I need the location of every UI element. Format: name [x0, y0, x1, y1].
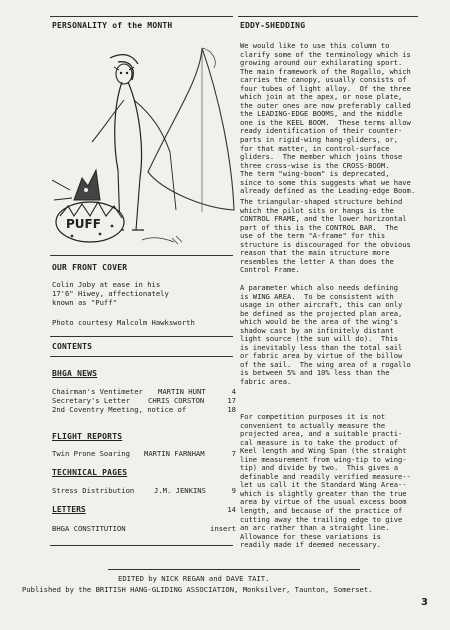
toc-item-title: Stress Distribution — [52, 486, 135, 495]
section-heading-technical-pages: TECHNICAL PAGES — [52, 468, 128, 477]
cover-heading: OUR FRONT COVER — [52, 263, 128, 272]
article-paragraph-3: A parameter which also needs defining is WING AREA. To be consistent with usage in other aircraft, this can only be defined as the projected plan area, which would be the area of the wing's shadow cast by an infinitely distant light source (the sun will do). This is inevitably less than the total sail or fabric area by virtue of the billow of the sail. The wing area of a rogallo is between 5% and 10% less than the fabric area. — [240, 283, 411, 387]
toc-item-page: 7 — [231, 449, 236, 458]
toc-item-title: 2nd Coventry Meeting, notice of — [52, 405, 187, 414]
toc-item-page: 9 — [231, 486, 236, 495]
article-paragraph-4: For competition purposes it is not convenient to actually measure the projected area, and a suitable practi- cal measure is to take the product of Keel length and Wing Span (the straight line measurement from wing-tip to wing- tip) and divide by two. This gives a definable and readily verified measure-- let us call it the Standard Wing Area-- which is slightly greater than the true area by virtue of the usual excess boom length, and because of the practice of cutting away the trailing edge to give an arc rather than a straight line. Allowance for these variations is readily made if deemed necessary. — [240, 412, 411, 550]
toc-item — [52, 387, 236, 396]
contents-rule-end — [50, 545, 233, 546]
toc-item-page: 17 — [227, 396, 236, 405]
contents-rule-top — [50, 336, 233, 337]
toc-item-author: J.M. JENKINS — [154, 486, 206, 495]
toc-item — [52, 405, 236, 414]
article-heading: EDDY-SHEDDING — [240, 21, 306, 30]
toc-item-author: MARTIN FARNHAM — [144, 449, 205, 458]
cover-caption-line-1: Colin Joby at ease in his — [52, 280, 161, 289]
toc-item-title: Twin Prone Soaring — [52, 449, 130, 458]
toc-item-page: 14 — [227, 505, 236, 514]
toc-item — [52, 486, 236, 495]
toc-item-title: Chairman's Ventimeter — [52, 387, 143, 396]
section-heading-bhga-news: BHGA NEWS — [52, 369, 98, 378]
footer-publisher: Published by the BRITISH HANG-GLIDING ASSOCIATION, Monksilver, Taunton, Somerset. — [22, 585, 373, 594]
footer-rule — [108, 569, 360, 570]
svg-text:PUFF: PUFF — [66, 217, 101, 231]
contents-heading: CONTENTS — [52, 342, 93, 351]
top-rule-right — [238, 16, 418, 17]
cover-caption-line-3: known as "Puff" — [52, 298, 117, 307]
toc-item — [52, 505, 236, 514]
page-number: 3 — [421, 597, 428, 608]
toc-item-title: BHGA CONSTITUTION — [52, 524, 126, 533]
article-paragraph-1: We would like to use this column to clarify some of the terminology which is growing around our exhilarating sport. The main framework of the Rogallo, which carries the canopy, usually consists of four tubes of light alloy. Of the three which join at the apex, or nose plate, the outer ones are now preferably called the LEADING-EDGE BOOMS, and the middle one is the KEEL BOOM. These terms allow ready identification of their counter- parts in rigid-wing hang-gliders, or, for that matter, in control-surface gliders. The member which joins those three cross-wise is the CROSS-BOOM. The term "wing-boom" is deprecated, since to some this suggests what we have already defined as the Leading-edge Boom. — [240, 41, 416, 196]
toc-item — [52, 524, 236, 533]
cover-rule — [50, 255, 233, 256]
toc-item — [52, 449, 236, 458]
section-heading-letters: LETTERS — [52, 505, 86, 514]
photo-credit: Photo courtesy Malcolm Hawksworth — [52, 318, 195, 327]
toc-item-page: insert — [210, 524, 236, 533]
toc-item-author: MARTIN HUNT — [158, 387, 206, 396]
cartoon-illustration — [52, 40, 237, 265]
personality-heading: PERSONALITY of the MONTH — [52, 21, 173, 30]
article-paragraph-2: The triangular-shaped structure behind which the pilot sits or hangs is the CONTROL FRAME, and the lower horizontal part of this is the CONTROL BAR. The use of the term "A-frame" for this structure is discouraged for the obvious reason that the main structure more resembles the letter A than does the Control Frame. — [240, 197, 411, 275]
toc-item-page: 18 — [227, 405, 236, 414]
toc-item — [52, 396, 236, 405]
footer-editors: EDITED by NICK REGAN and DAVE TAIT. — [118, 574, 270, 583]
toc-item-title: Secretary's Letter — [52, 396, 130, 405]
toc-item-author: CHRIS CORSTON — [148, 396, 205, 405]
cover-caption-line-2: 17'6" Hiwey, affectionately — [52, 289, 169, 298]
contents-rule-bottom — [50, 356, 233, 357]
toc-item-page: 4 — [231, 387, 236, 396]
section-heading-flight-reports: FLIGHT REPORTS — [52, 432, 123, 441]
top-rule-left — [50, 16, 233, 17]
